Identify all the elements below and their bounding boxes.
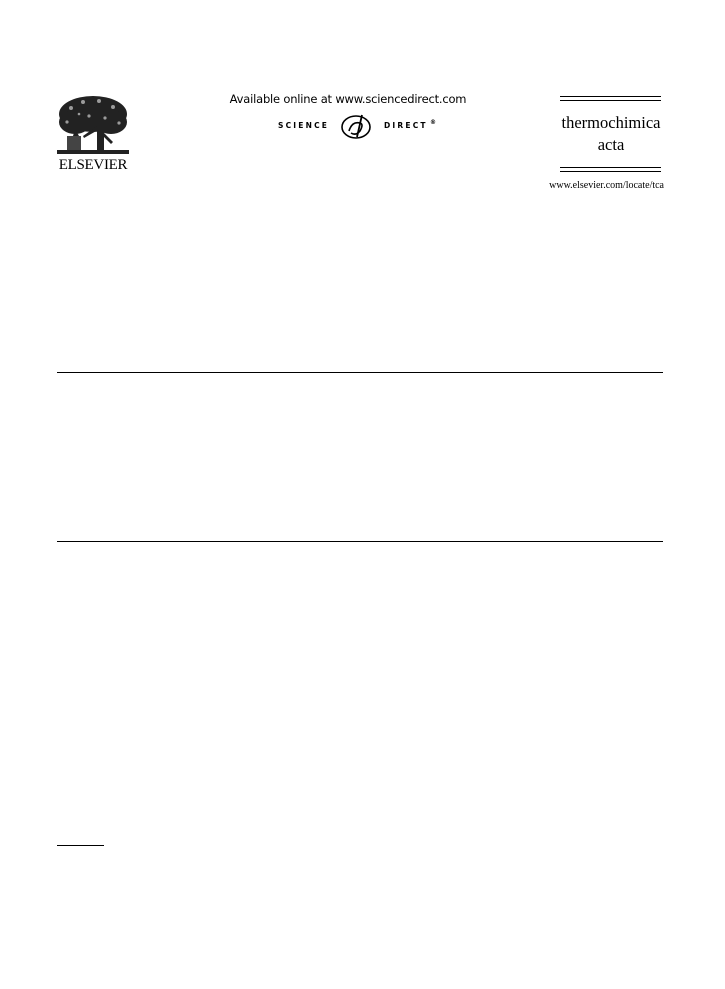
journal-rule-bottom-1 xyxy=(560,167,661,168)
journal-rule-top-1 xyxy=(560,96,661,97)
registered-mark-icon: ® xyxy=(430,119,436,126)
journal-title xyxy=(546,112,676,156)
journal-title-line1: thermochimica xyxy=(561,113,661,132)
journal-rule-top-2 xyxy=(560,100,661,101)
footnote-rule xyxy=(57,845,104,846)
journal-url[interactable]: www.elsevier.com/locate/tca xyxy=(549,180,664,191)
sciencedirect-right-word: DIRECT xyxy=(384,121,428,130)
sciencedirect-d-icon xyxy=(338,111,376,141)
journal-rule-bottom-2 xyxy=(560,171,661,172)
availability-text[interactable]: Available online at www.sciencedirect.com xyxy=(229,92,467,106)
sciencedirect-left-word: SCIENCE xyxy=(278,121,330,130)
journal-title-line2: acta xyxy=(597,135,625,154)
section-rule-top xyxy=(57,372,663,373)
section-rule-bottom xyxy=(57,541,663,542)
publisher-name: ELSEVIER xyxy=(58,157,128,173)
sciencedirect-logo[interactable] xyxy=(270,111,470,141)
